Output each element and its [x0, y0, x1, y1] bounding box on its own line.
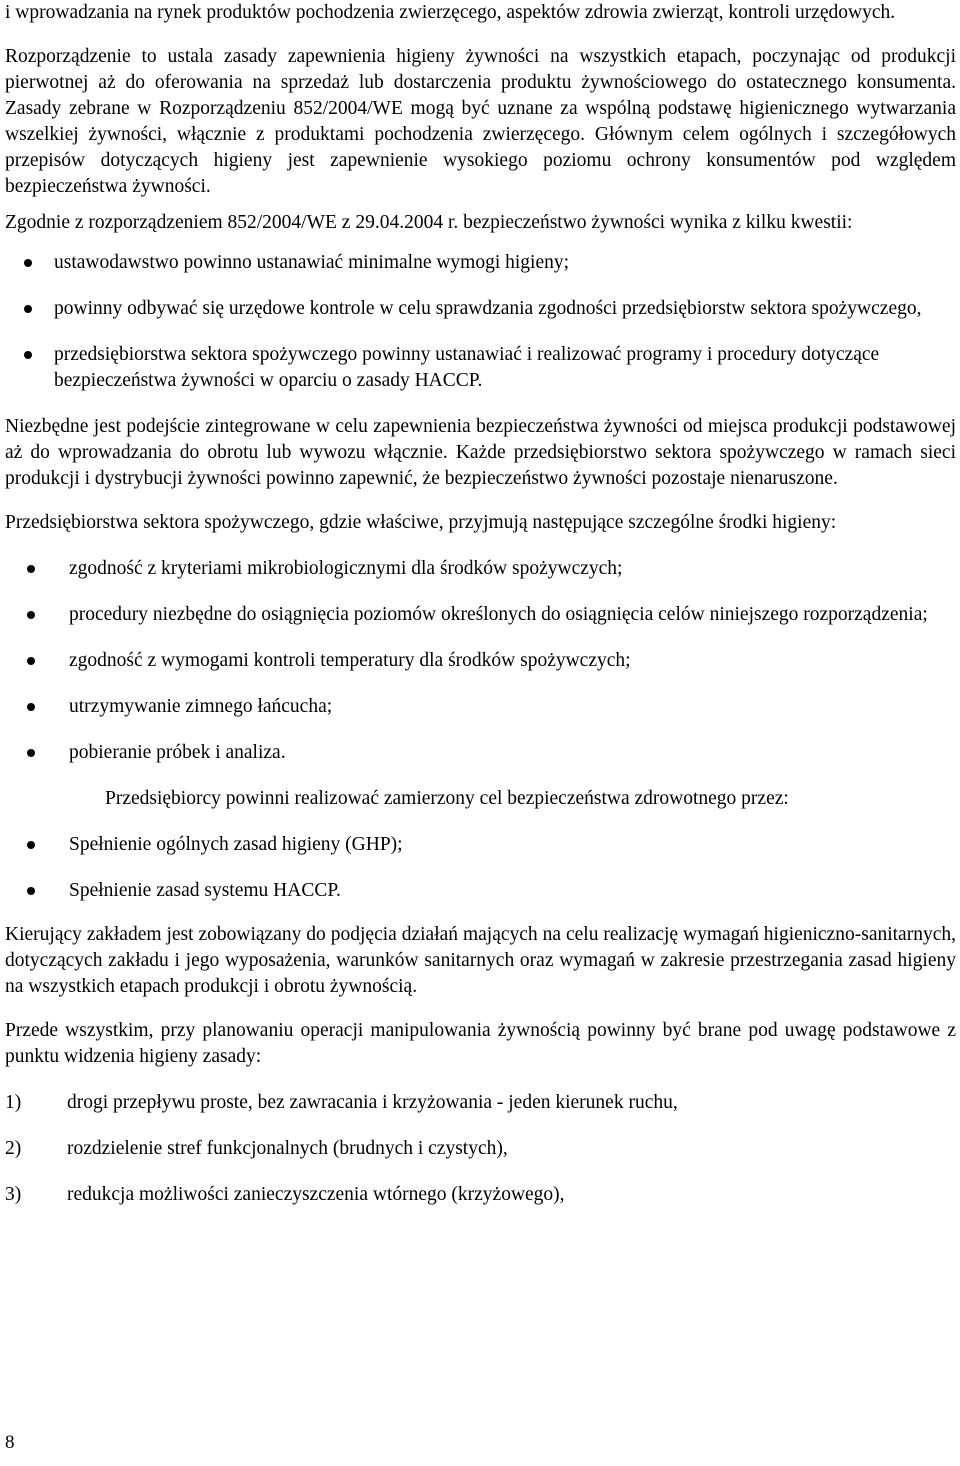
list-item-text: pobieranie próbek i analiza.	[69, 742, 286, 763]
bullet-icon	[27, 657, 35, 665]
list-item	[5, 250, 956, 276]
list-item	[5, 342, 956, 394]
list-item-text: zgodność z kryteriami mikrobiologicznymi dla środków spożywczych;	[69, 558, 623, 579]
bullet-icon	[27, 841, 35, 849]
list-item	[5, 556, 956, 582]
bullet-icon	[27, 887, 35, 895]
bullet-icon	[27, 703, 35, 711]
document-page	[5, 0, 956, 1208]
list-item	[5, 296, 956, 322]
list-item	[5, 832, 956, 858]
bullet-icon	[24, 259, 32, 267]
paragraph-planning-principles-intro: Przede wszystkim, przy planowaniu operacji manipulowania żywnością powinny być brane pod uwagę podstawowe z punktu widzenia higieny zasady:	[5, 1020, 956, 1067]
paragraph-continuation: i wprowadzania na rynek produktów pochodzenia zwierzęcego, aspektów zdrowia zwierząt, kontroli urzędowych.	[5, 2, 896, 23]
list-item-text: Spełnienie zasad systemu HACCP.	[69, 880, 341, 901]
paragraph-regulation-scope: Rozporządzenie to ustala zasady zapewnienia higieny żywności na wszystkich etapach, poczynając od produkcji pierwotnej aż do oferowania na sprzedaż lub dostarczenia produktu żywnościowego do ostatecznego konsumenta. Zasady zebrane w Rozporządzeniu 852/2004/WE mogą być uznane za wspólną podstawę higienicznego wytwarzania wszelkiej żywności, włącznie z produktami pochodzenia zwierzęcego. Głównym celem ogólnych i szczegółowych przepisów dotyczących higieny jest zapewnienie wysokiego poziomu ochrony konsumentów pod względem bezpieczeństwa żywności.	[5, 46, 956, 197]
bullet-list-issues	[5, 250, 956, 394]
bullet-list-measures	[5, 556, 956, 766]
list-item-text: utrzymywanie zimnego łańcucha;	[69, 696, 333, 717]
list-item-text: przedsiębiorstwa sektora spożywczego powinny ustanawiać i realizować programy i procedury dotyczące bezpieczeństwa żywności w oparciu o zasady HACCP.	[54, 344, 880, 391]
list-item-number: 1)	[5, 1092, 22, 1113]
paragraph-hygiene-measures-intro: Przedsiębiorstwa sektora spożywczego, gdzie właściwe, przyjmują następujące szczególne środki higieny:	[5, 512, 837, 533]
list-item	[5, 740, 956, 766]
list-item-number: 3)	[5, 1184, 22, 1205]
bullet-icon	[27, 565, 35, 573]
list-item-text: procedury niezbędne do osiągnięcia poziomów określonych do osiągnięcia celów niniejszego rozporządzenia;	[69, 604, 928, 625]
list-item	[5, 1136, 956, 1162]
list-item-text: redukcja możliwości zanieczyszczenia wtórnego (krzyżowego),	[67, 1184, 565, 1205]
paragraph-health-goal-intro: Przedsiębiorcy powinni realizować zamierzony cel bezpieczeństwa zdrowotnego przez:	[105, 788, 789, 809]
numbered-list-principles	[5, 1090, 956, 1208]
list-item-text: ustawodawstwo powinno ustanawiać minimalne wymogi higieny;	[54, 252, 570, 273]
list-item-text: rozdzielenie stref funkcjonalnych (brudnych i czystych),	[67, 1138, 508, 1159]
list-item	[5, 1090, 956, 1116]
bullet-list-goals	[5, 832, 956, 904]
list-item-text: powinny odbywać się urzędowe kontrole w celu sprawdzania zgodności przedsiębiorstw sektora spożywczego,	[54, 298, 922, 319]
list-item	[5, 878, 956, 904]
bullet-icon	[27, 749, 35, 757]
list-item-number: 2)	[5, 1138, 22, 1159]
list-item	[5, 694, 956, 720]
paragraph-manager-obligations: Kierujący zakładem jest zobowiązany do podjęcia działań mających na celu realizację wymagań higieniczno-sanitarnych, dotyczących zakładu i jego wyposażenia, warunków sanitarnych oraz wymagań w zakresie przestrzegania zasad higieny na wszystkich etapach produkcji i obrotu żywnością.	[5, 924, 956, 997]
bullet-icon	[24, 305, 32, 313]
paragraph-integrated-approach: Niezbędne jest podejście zintegrowane w celu zapewnienia bezpieczeństwa żywności od miejsca produkcji podstawowej aż do wprowadzania do obrotu lub wywozu włącznie. Każde przedsiębiorstwo sektora spożywczego w ramach sieci produkcji i dystrybucji żywności powinno zapewnić, że bezpieczeństwo żywności pozostaje nienaruszone.	[5, 416, 956, 489]
bullet-icon	[27, 611, 35, 619]
list-item-text: zgodność z wymogami kontroli temperatury dla środków spożywczych;	[69, 650, 631, 671]
list-item	[5, 1182, 956, 1208]
paragraph-regulation-issues-intro: Zgodnie z rozporządzeniem 852/2004/WE z 29.04.2004 r. bezpieczeństwo żywności wynika z kilku kwestii:	[5, 212, 853, 233]
list-item-text: drogi przepływu proste, bez zawracania i krzyżowania - jeden kierunek ruchu,	[67, 1092, 678, 1113]
page-number: 8	[5, 1432, 15, 1453]
list-item	[5, 648, 956, 674]
list-item-text: Spełnienie ogólnych zasad higieny (GHP);	[69, 834, 403, 855]
list-item	[5, 602, 956, 628]
bullet-icon	[24, 351, 32, 359]
